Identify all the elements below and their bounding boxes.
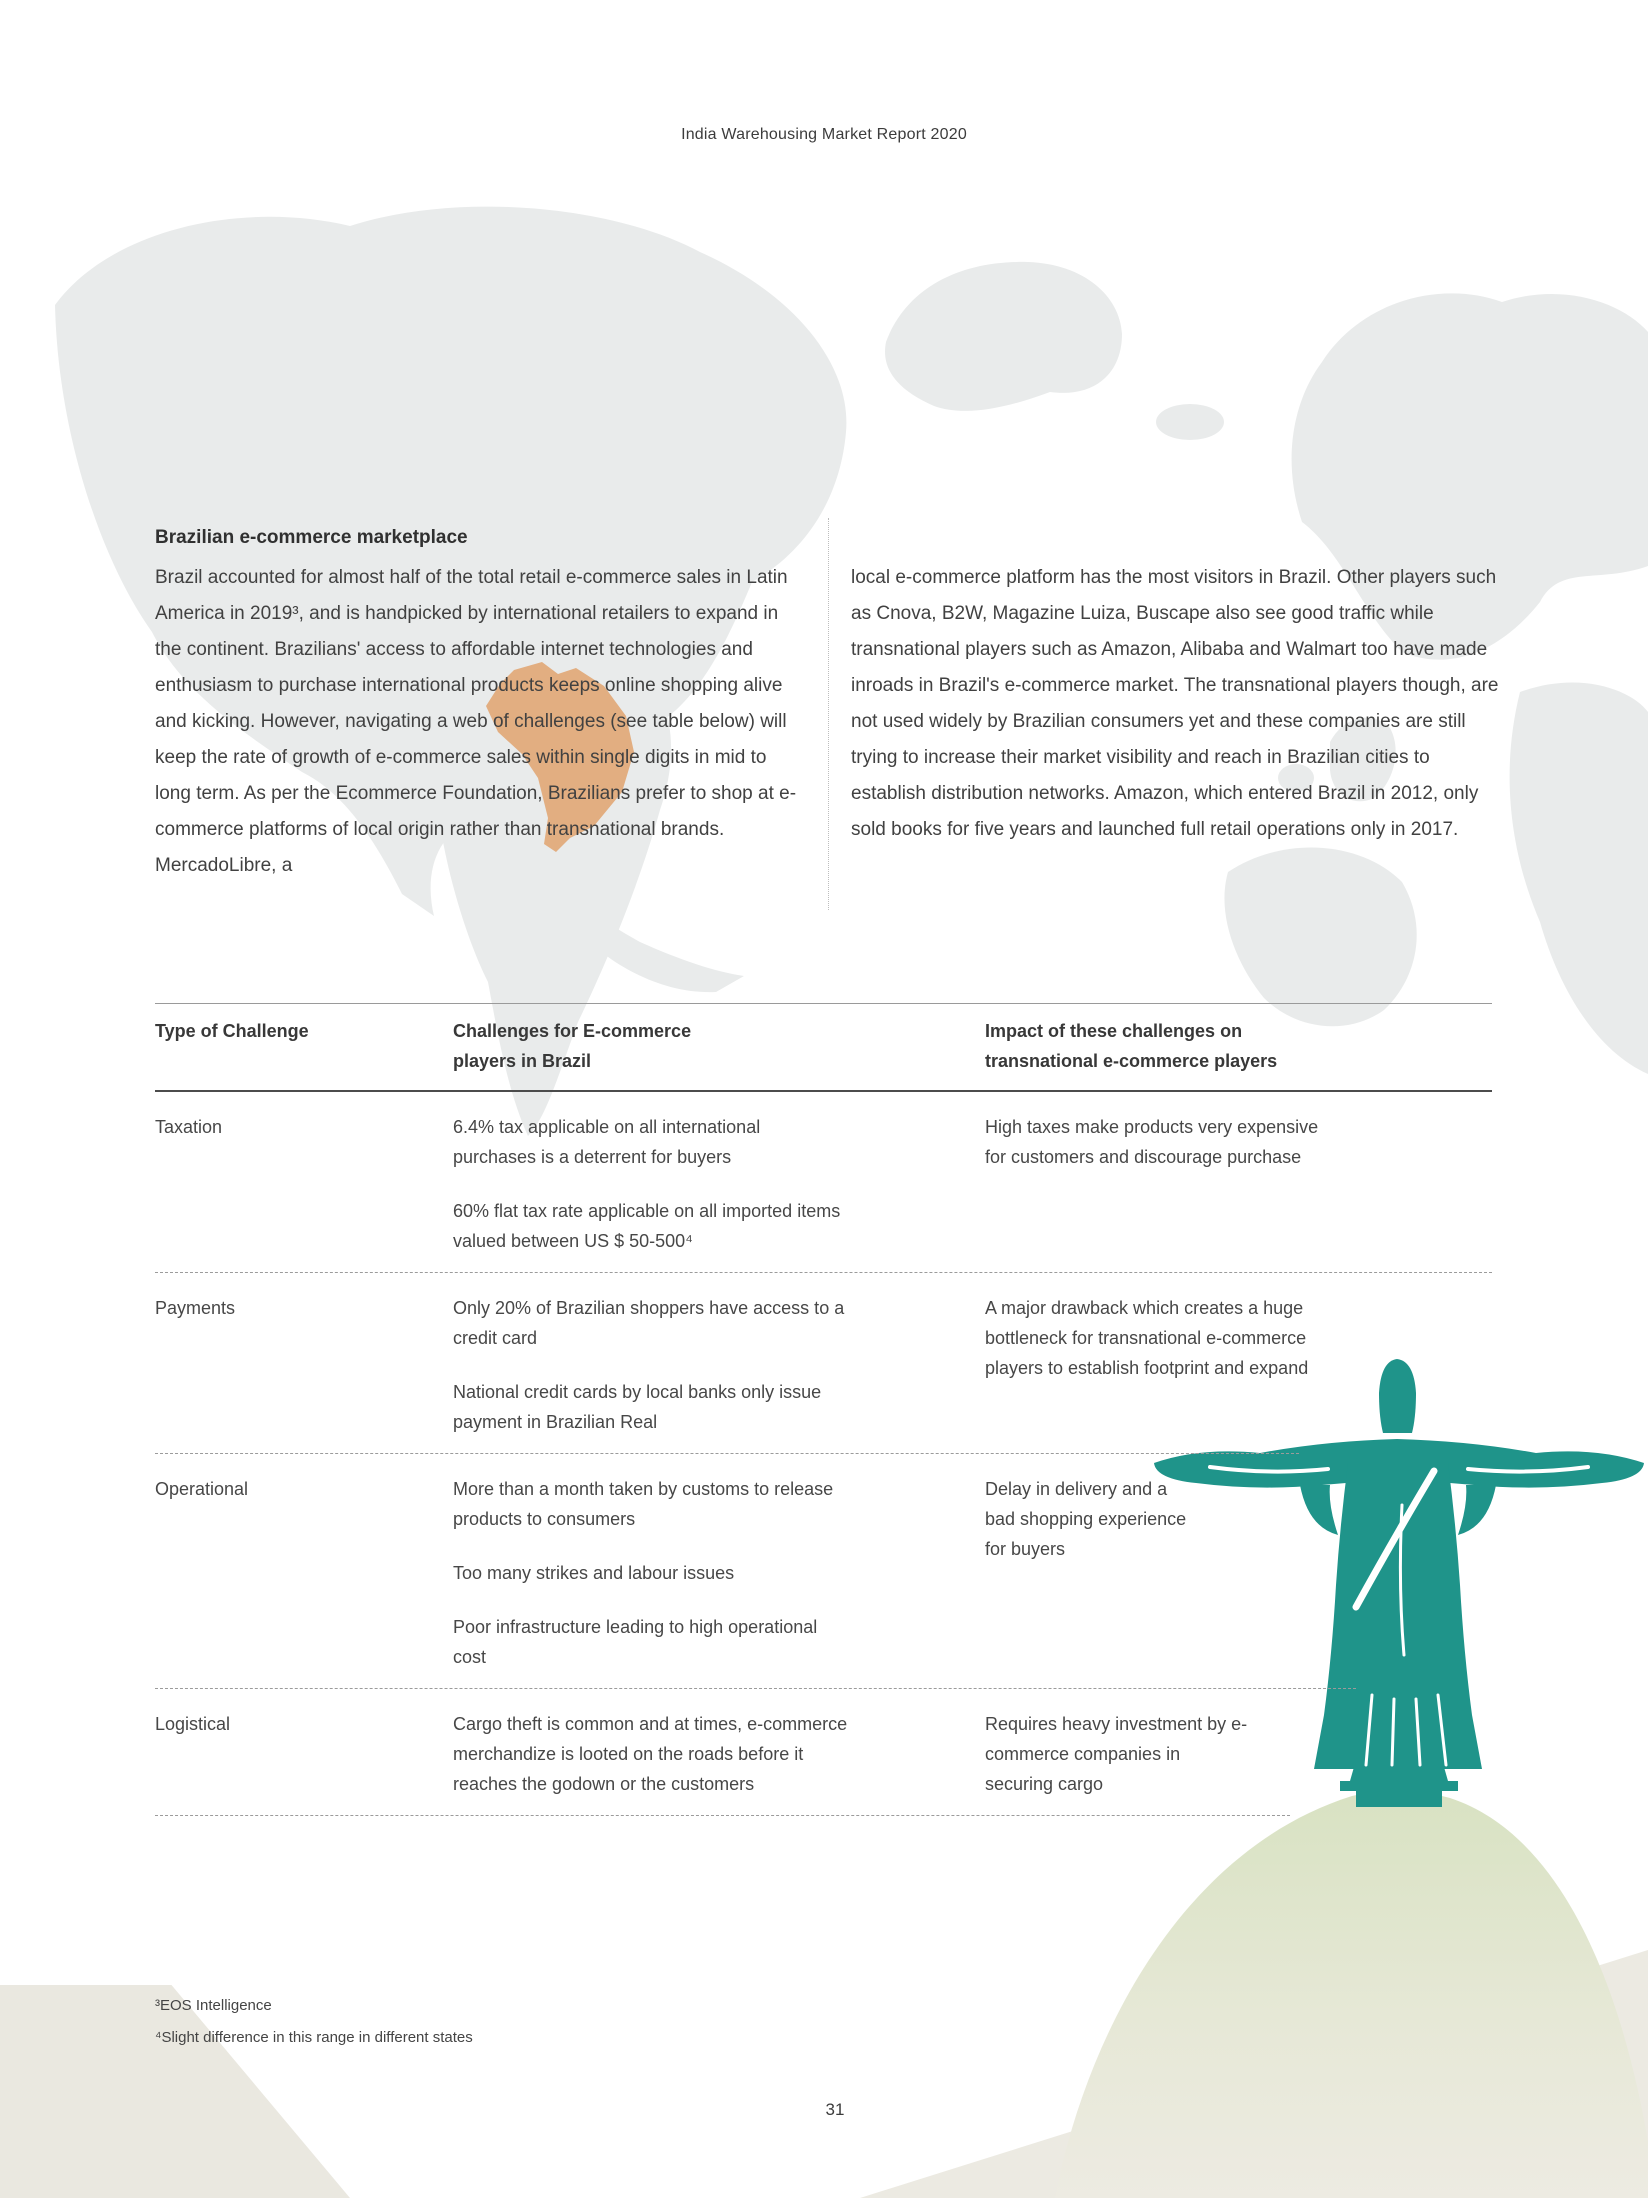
challenge-impact — [985, 1293, 1492, 1437]
challenge-type: Logistical — [155, 1714, 231, 1734]
table-row — [155, 1454, 1492, 1688]
table-header-row — [155, 1003, 1492, 1092]
challenge-paragraph: Too many strikes and labour issues — [453, 1563, 735, 1583]
challenge-details — [453, 1293, 985, 1437]
page-title: Brazilian e-commerce marketplace — [155, 526, 468, 548]
table-row — [155, 1273, 1492, 1453]
challenge-details — [453, 1112, 985, 1256]
table-row — [155, 1092, 1492, 1272]
challenge-details — [453, 1709, 985, 1799]
impact-paragraph: A major drawback which creates a huge bottleneck for transnational e-commerce players to establish footprint and expand — [985, 1298, 1309, 1378]
article-right-column: local e-commerce platform has the most visitors in Brazil. Other players such as Cnova, B2W, Magazine Luiza, Buscape also see good traffic while transnational players such as Amazon, Alibaba and Walmart too have made inroads in Brazil's e-commerce market. The transnational players though, are not used widely by Brazilian consumers yet and these companies are still trying to increase their market visibility and reach in Brazilian cities to establish distribution networks. Amazon, which entered Brazil in 2012, only sold books for five years and launched full retail operations only in 2017. — [851, 567, 1499, 840]
footnote: ⁴Slight difference in this range in different states — [155, 2029, 473, 2046]
impact-paragraph: High taxes make products very expensive for customers and discourage purchase — [985, 1117, 1319, 1167]
challenge-paragraph: Poor infrastructure leading to high operational cost — [453, 1617, 818, 1667]
challenge-impact — [985, 1709, 1492, 1799]
column-header-challenges: Challenges for E-commerce players in Brazil — [453, 1021, 692, 1071]
footnotes — [155, 1990, 473, 2054]
report-header: India Warehousing Market Report 2020 — [681, 126, 967, 143]
table-row — [155, 1689, 1492, 1815]
challenge-paragraph: 6.4% tax applicable on all international purchases is a deterrent for buyers — [453, 1117, 761, 1167]
challenge-impact — [985, 1474, 1492, 1672]
challenge-type: Operational — [155, 1479, 249, 1499]
challenge-paragraph: Only 20% of Brazilian shoppers have access to a credit card — [453, 1298, 845, 1348]
column-header-type: Type of Challenge — [155, 1021, 309, 1041]
challenge-impact — [985, 1112, 1492, 1256]
challenge-paragraph: More than a month taken by customs to release products to consumers — [453, 1479, 834, 1529]
challenge-paragraph: Cargo theft is common and at times, e-commerce merchandize is looted on the roads before it reaches the godown or the customers — [453, 1714, 848, 1794]
challenge-details — [453, 1474, 985, 1672]
row-separator — [155, 1815, 1290, 1816]
impact-paragraph: Requires heavy investment by e-commerce companies in securing cargo — [985, 1714, 1248, 1794]
column-gap — [803, 560, 851, 884]
challenge-type: Taxation — [155, 1117, 223, 1137]
footnote: ³EOS Intelligence — [155, 1997, 272, 2014]
impact-paragraph: Delay in delivery and a bad shopping experience for buyers — [985, 1479, 1187, 1559]
article-left-column: Brazil accounted for almost half of the total retail e-commerce sales in Latin America in 2019³, and is handpicked by international retailers to expand in the continent. Brazilians' access to affordable internet technologies and enthusiasm to purchase international products keeps online shopping alive and kicking. However, navigating a web of challenges (see table below) will keep the rate of growth of e-commerce sales within single digits in mid to long term. As per the Ecommerce Foundation, Brazilians prefer to shop at e-commerce platforms of local origin rather than transnational brands. MercadoLibre, a — [155, 567, 797, 876]
page-number: 31 — [825, 2100, 845, 2119]
column-header-impact: Impact of these challenges on transnational e-commerce players — [985, 1021, 1278, 1071]
challenge-paragraph: 60% flat tax rate applicable on all imported items valued between US $ 50-500⁴ — [453, 1201, 841, 1251]
challenges-table — [155, 1003, 1492, 1816]
challenge-paragraph: National credit cards by local banks only issue payment in Brazilian Real — [453, 1382, 822, 1432]
article-body — [155, 560, 1507, 884]
challenge-type: Payments — [155, 1298, 236, 1318]
corcovado-hill-illustration — [1040, 1780, 1648, 2198]
